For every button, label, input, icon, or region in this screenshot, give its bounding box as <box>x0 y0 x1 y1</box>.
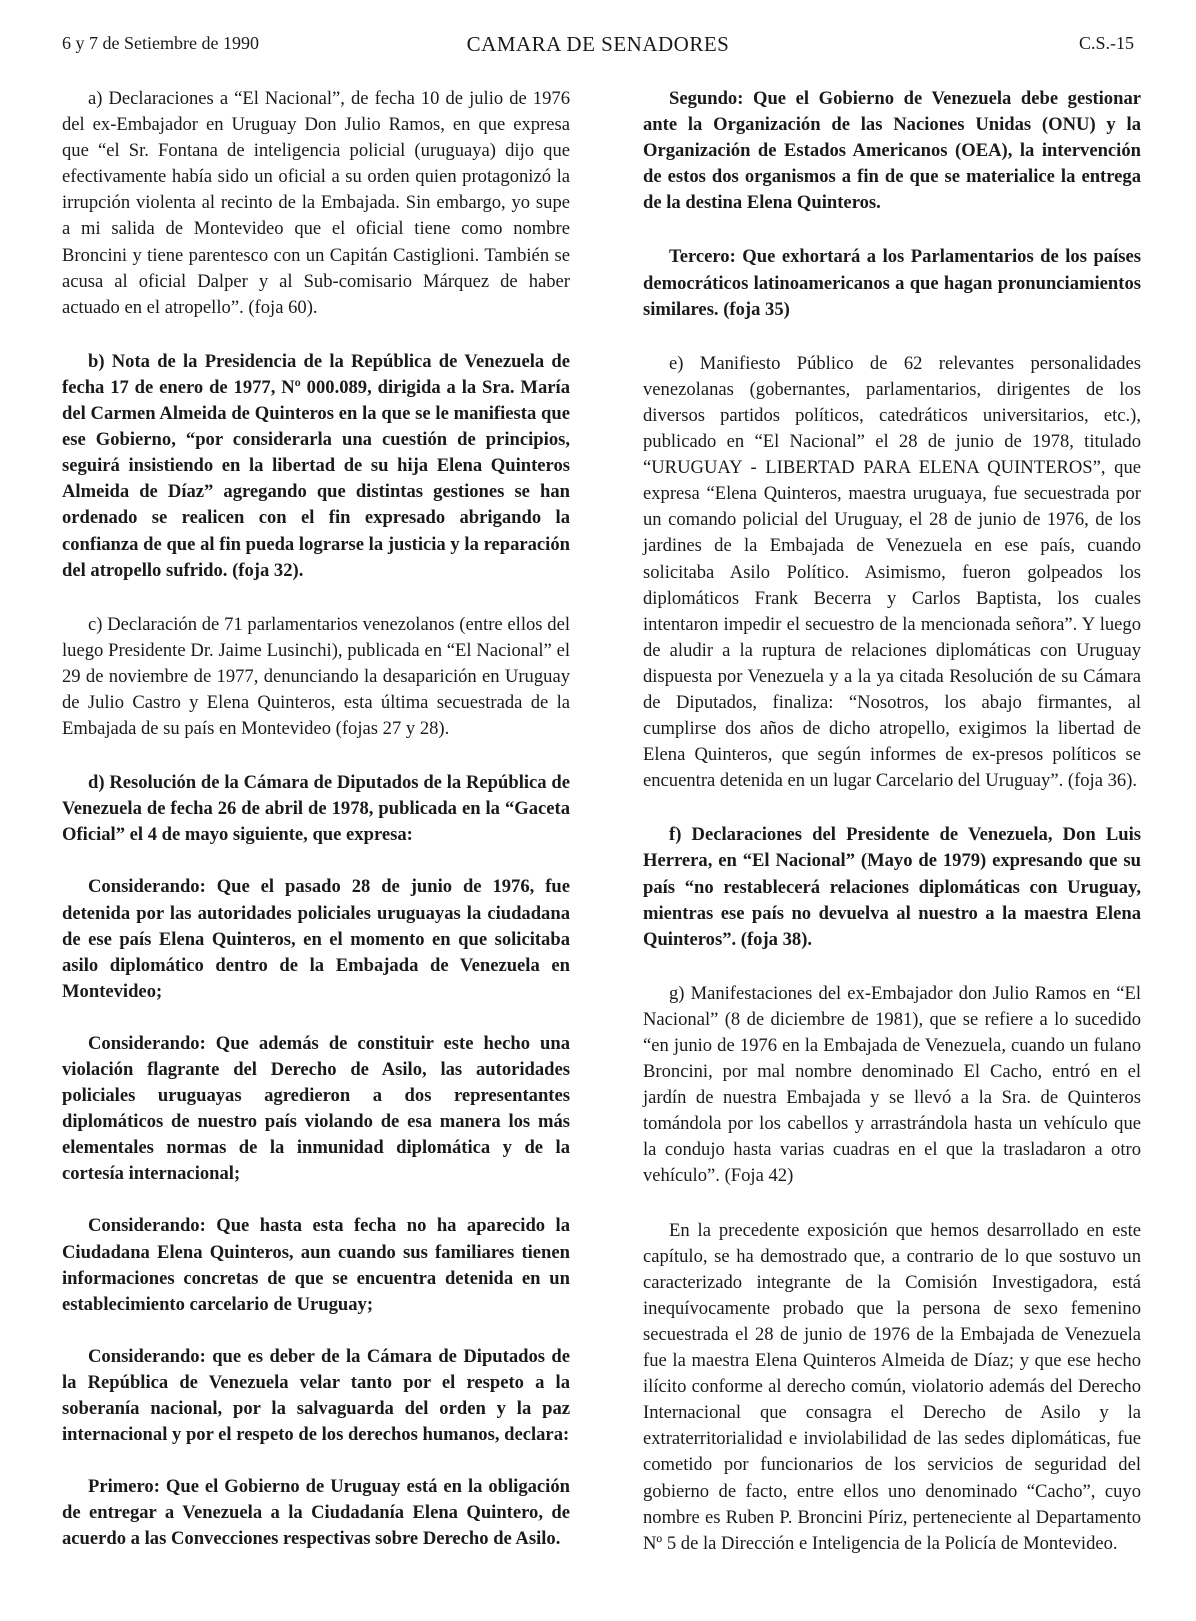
paragraph-f: f) Declaraciones del Presidente de Venezuela, Don Luis Herrera, en “El Nacional” (Mayo de 1979) expresando que su país “no restablecerá relaciones diplomáticas con Uruguay, mientras ese país no devuelva al nuestro a la maestra Elena Quinteros”. (foja 38). <box>643 824 1141 950</box>
paragraph-a: a) Declaraciones a “El Nacional”, de fecha 10 de julio de 1976 del ex-Embajador en Uruguay Don Julio Ramos, en que expresa que “el Sr. Fontana de inteligencia policial (uruguaya) dijo que efectivamente había sido un oficial a su orden quien protagonizó la irrupción violenta al recinto de la Embajada. Sin embargo, yo supe a mi salida de Montevideo que el oficial tiene como nombre Broncini y tiene parentesco con un Capitán Castiglioni. También se acusa al oficial Dalper y al Sub-comisario Márquez de haber actuado en el atropello”. (foja 60). <box>62 88 570 318</box>
paragraph-d: d) Resolución de la Cámara de Diputados de la República de Venezuela de fecha 26 de abril de 1978, publicada en la “Gaceta Oficial” el 4 de mayo siguiente, que expresa: <box>62 772 570 846</box>
paragraph-g: g) Manifestaciones del ex-Embajador don Julio Ramos en “El Nacional” (8 de diciembre de 1981), que se refiere a lo sucedido “en junio de 1976 en la Embajada de Venezuela, cuando un fulano Broncini, por mal nombre denominado El Cacho, entró en el jardín de nuestra Embajada y se llevó a la Sra. de Quinteros tomándola por los cabellos y arrastrándola hasta un vehículo que la condujo hasta varias cuadras en el que la trasladaron a otro vehículo”. (Foja 42) <box>643 982 1141 1187</box>
considerando-3: Considerando: Que hasta esta fecha no ha aparecido la Ciudadana Elena Quinteros, aun cuando sus familiares tienen informaciones concretas de que se encuentra detenida en un establecimiento carcelario de Uruguay; <box>62 1215 570 1315</box>
header-page-code: C.S.-15 <box>1078 33 1134 53</box>
segundo: Segundo: Que el Gobierno de Venezuela debe gestionar ante la Organización de las Naciones Unidas (ONU) y la Organización de Estados Americanos (OEA), la intervención de estos dos organismos a fin de que se materialice la entrega de la destina Elena Quinteros. <box>643 88 1141 214</box>
paragraph-b: b) Nota de la Presidencia de la República de Venezuela de fecha 17 de enero de 1977, Nº 000.089, dirigida a la Sra. María del Carmen Almeida de Quinteros en la que se le manifiesta que ese Gobierno, “por considerarla una cuestión de principios, seguirá insistiendo en la libertad de su hija Elena Quinteros Almeida de Díaz” agregando que distintas gestiones se han ordenado se realicen con el fin expresado abrigando la confianza de que al fin pueda lograrse la justicia y la reparación del atropello sufrido. (foja 32). <box>62 350 570 581</box>
considerando-2: Considerando: Que además de constituir este hecho una violación flagrante del Derecho de Asilo, las autoridades policiales uruguayas agredieron a dos representantes diplomáticos de nuestro país violando de esa manera los más elementales normas de la inmunidad diplomática y de la cortesía internacional; <box>62 1032 570 1185</box>
left-column <box>62 86 570 1553</box>
paragraph-e: e) Manifiesto Público de 62 relevantes personalidades venezolanas (gobernantes, parlamentarios, dirigentes de los diversos partidos políticos, catedráticos universitarios, etc.), publicado en “El Nacional” el 28 de junio de 1978, titulado “URUGUAY - LIBERTAD PARA ELENA QUINTEROS”, que expresa “Elena Quinteros, maestra uruguaya, fue secuestrada por un comando policial del Uruguay, el 28 de junio de 1976, de los jardines de la Embajada de Venezuela en ese país, cuando solicitaba Asilo Político. Asimismo, fueron golpeados los diplomáticos Frank Becerra y Carlos Baptista, los cuales intentaron impedir el secuestro de la mencionada señora”. Y luego de aludir a la ruptura de relaciones diplomáticas con Uruguay dispuesta por Venezuela y a la ya citada Resolución de su Cámara de Diputados, finaliza: “Nosotros, los abajo firmantes, al cumplirse dos años de dicho atropello, exigimos la libertad de Elena Quinteros, que según informes de ex-presos políticos se encuentra detenida en un lugar Carcelario del Uruguay”. (foja 36). <box>643 352 1141 792</box>
considerando-1: Considerando: Que el pasado 28 de junio de 1976, fue detenida por las autoridades policiales uruguayas la ciudadana de ese país Elena Quinteros, en el momento en que solicitaba asilo diplomático dentro de la Embajada de Venezuela en Montevideo; <box>62 876 570 1002</box>
header-date: 6 y 7 de Setiembre de 1990 <box>62 33 259 53</box>
header-title: CAMARA DE SENADORES <box>466 32 730 56</box>
considerando-4: Considerando: que es deber de la Cámara de Diputados de la República de Venezuela velar tanto por el respeto a la soberanía nacional, por la salvaguarda del orden y la paz internacional y por el respeto de los derechos humanos, declara: <box>62 1345 570 1446</box>
conclusion-paragraph: En la precedente exposición que hemos desarrollado en este capítulo, se ha demostrado que, a contrario de lo que sostuvo un caracterizado integrante de la Comisión Investigadora, está inequívocamente probado que la persona de sexo femenino secuestrada el 28 de junio de 1976 de la Embajada de Venezuela fue la maestra Elena Quinteros Almeida de Díaz; y que ese hecho ilícito conforme al derecho común, violatorio además del Derecho Internacional que consagra el Derecho de Asilo y la extraterritorialidad e inviolabilidad de las sedes diplomáticas, fue cometido por funcionarios de los servicios de seguridad del gobierno de facto, entre ellos uno denominado “Cacho”, cuyo nombre es Ruben P. Broncini Píriz, perteneciente al Departamento Nº 5 de la Dirección e Inteligencia de la Policía de Montevideo. <box>643 1219 1141 1554</box>
primero: Primero: Que el Gobierno de Uruguay está en la obligación de entregar a Venezuela a la Ciudadanía Elena Quintero, de acuerdo a las Convecciones respectivas sobre Derecho de Asilo. <box>62 1476 570 1550</box>
tercero: Tercero: Que exhortará a los Parlamentarios de los países democráticos latinoamericanos a que hagan pronunciamientos similares. (foja 35) <box>643 246 1141 320</box>
right-column <box>643 86 1141 1557</box>
paragraph-c: c) Declaración de 71 parlamentarios venezolanos (entre ellos del luego Presidente Dr. Jaime Lusinchi), publicada en “El Nacional” el 29 de noviembre de 1977, denunciando la desaparición en Uruguay de Julio Castro y Elena Quinteros, esta última secuestrada de la Embajada de su país en Montevideo (fojas 27 y 28). <box>62 613 570 740</box>
